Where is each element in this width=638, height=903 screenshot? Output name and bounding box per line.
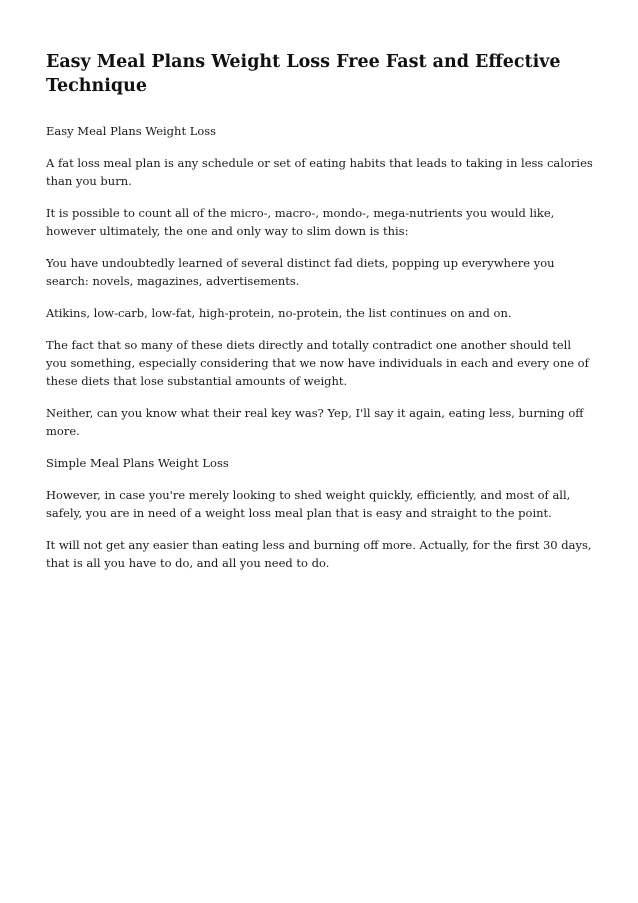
- subheading-easy-meal-plans: Easy Meal Plans Weight Loss: [46, 124, 217, 138]
- paragraph: Neither, can you know what their real key was? Yep, I'll say it again, eating less, burning off more.: [46, 406, 584, 438]
- document-content: [46, 50, 594, 586]
- paragraph: You have undoubtedly learned of several distinct fad diets, popping up everywhere you search: novels, magazines, advertisements.: [46, 256, 555, 288]
- document-title: Easy Meal Plans Weight Loss Free Fast and Effective Technique: [46, 52, 561, 96]
- paragraph: It is possible to count all of the micro-, macro-, mondo-, mega-nutrients you would like, however ultimately, the one and only way to slim down is this:: [46, 206, 555, 238]
- paragraph: However, in case you're merely looking to shed weight quickly, efficiently, and most of all, safely, you are in need of a weight loss meal plan that is easy and straight to the point.: [46, 488, 571, 520]
- paragraph: Atikins, low-carb, low-fat, high-protein, no-protein, the list continues on and on.: [46, 306, 512, 320]
- paragraph: The fact that so many of these diets directly and totally contradict one another should tell you something, especially considering that we now have individuals in each and every one of these diets that lose substantial amounts of weight.: [46, 338, 589, 388]
- paragraph: A fat loss meal plan is any schedule or set of eating habits that leads to taking in less calories than you burn.: [46, 156, 593, 188]
- subheading-simple-meal-plans: Simple Meal Plans Weight Loss: [46, 456, 229, 470]
- paragraph: It will not get any easier than eating less and burning off more. Actually, for the first 30 days, that is all you have to do, and all you need to do.: [46, 538, 592, 570]
